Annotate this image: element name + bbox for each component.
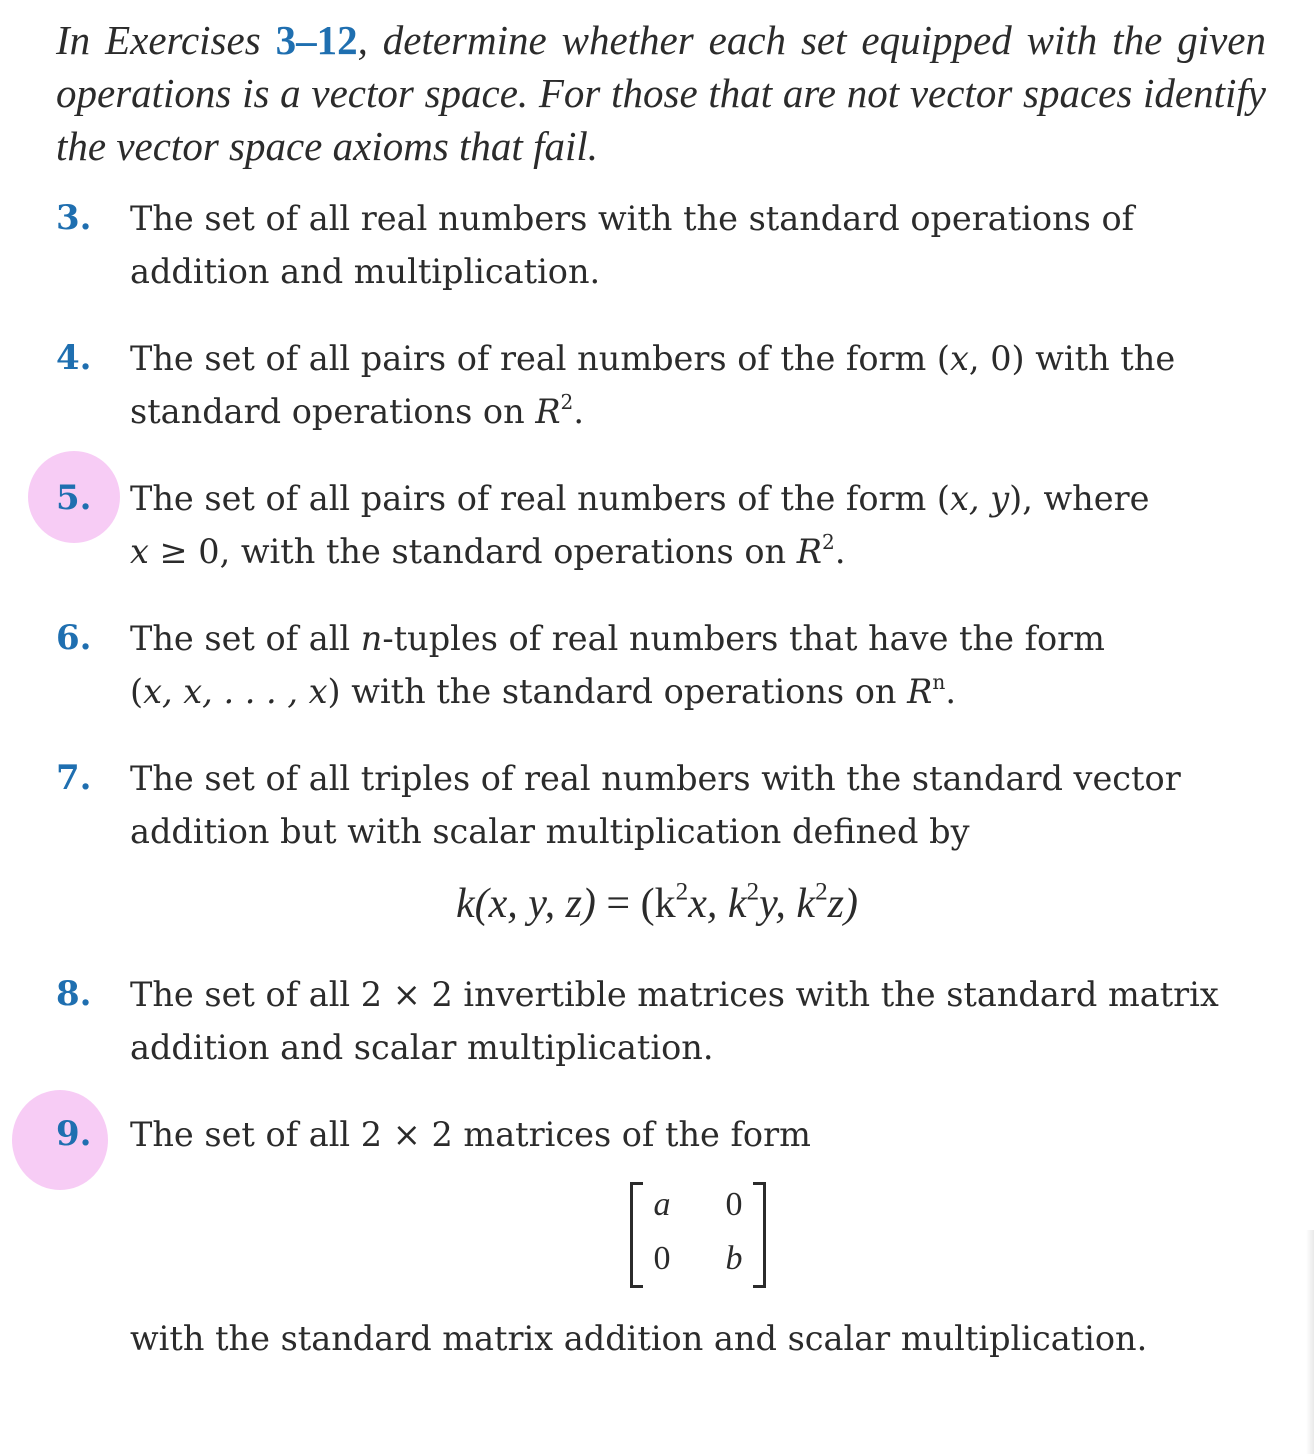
exercise-number: 7. — [56, 758, 92, 798]
intro-text-rest: , determine whether each set equipped with the given operations is a vector space. For those that are not vector spaces identify the vector space axioms that fail. — [56, 17, 1266, 169]
exercise-line: addition and scalar multiplication. — [130, 1028, 714, 1067]
exercise-number: 6. — [56, 618, 92, 658]
exercise-line: x ≥ 0, with the standard operations on $R^2$. — [130, 529, 846, 571]
intro-text: In Exercises — [56, 17, 276, 63]
instructions-paragraph — [56, 14, 1266, 173]
exercise-line: standard operations on $R^2$. — [130, 389, 584, 431]
diagonal-matrix — [630, 1180, 766, 1286]
matrix-entry: a — [653, 1186, 671, 1223]
exercise-number: 9. — [56, 1114, 92, 1154]
exercise-number: 4. — [56, 338, 92, 378]
scalar-multiplication-equation: k(x, y, $z) = (k^2x$, $k^2y$, $k^2z$) — [455, 878, 858, 927]
exercise-line: The set of all n-tuples of real numbers that have the form — [130, 619, 1105, 658]
exercise-line: The set of all pairs of real numbers of the form (x, 0) with the — [130, 339, 1176, 378]
exercise-range-link[interactable]: 3–12 — [275, 17, 358, 63]
matrix-entry: 0 — [725, 1186, 743, 1223]
exercise-line: The set of all real numbers with the standard operations of — [130, 199, 1135, 238]
matrix-entry: 0 — [653, 1240, 671, 1277]
exercise-number: 3. — [56, 198, 92, 238]
exercise-9-continuation: with the standard matrix addition and scalar multiplication. — [130, 1319, 1148, 1358]
exercise-text — [130, 472, 1266, 578]
matrix-entry: b — [725, 1240, 743, 1277]
exercise-line: (x, x, . . . , x) with the standard operations on $R^n$. — [130, 669, 956, 711]
right-bracket — [753, 1182, 766, 1288]
exercise-line: addition and multiplication. — [130, 252, 601, 291]
exercise-line: The set of all 2 × 2 invertible matrices with the standard matrix — [130, 975, 1219, 1014]
exercise-text — [130, 1108, 1266, 1161]
exercise-number: 8. — [56, 974, 92, 1014]
exercise-line: The set of all pairs of real numbers of the form (x, y), where — [130, 479, 1150, 518]
exercise-line: The set of all triples of real numbers with the standard vector — [130, 759, 1181, 798]
exercise-number: 5. — [56, 478, 92, 518]
exercise-text — [130, 752, 1266, 858]
exercise-text — [130, 192, 1266, 298]
page-edge-shadow — [1306, 1230, 1314, 1454]
exercise-line: addition but with scalar multiplication defined by — [130, 812, 970, 851]
exercise-text — [130, 612, 1266, 718]
exercise-text — [130, 968, 1266, 1074]
exercise-text — [130, 332, 1266, 438]
exercise-line: The set of all 2 × 2 matrices of the form — [130, 1115, 811, 1154]
